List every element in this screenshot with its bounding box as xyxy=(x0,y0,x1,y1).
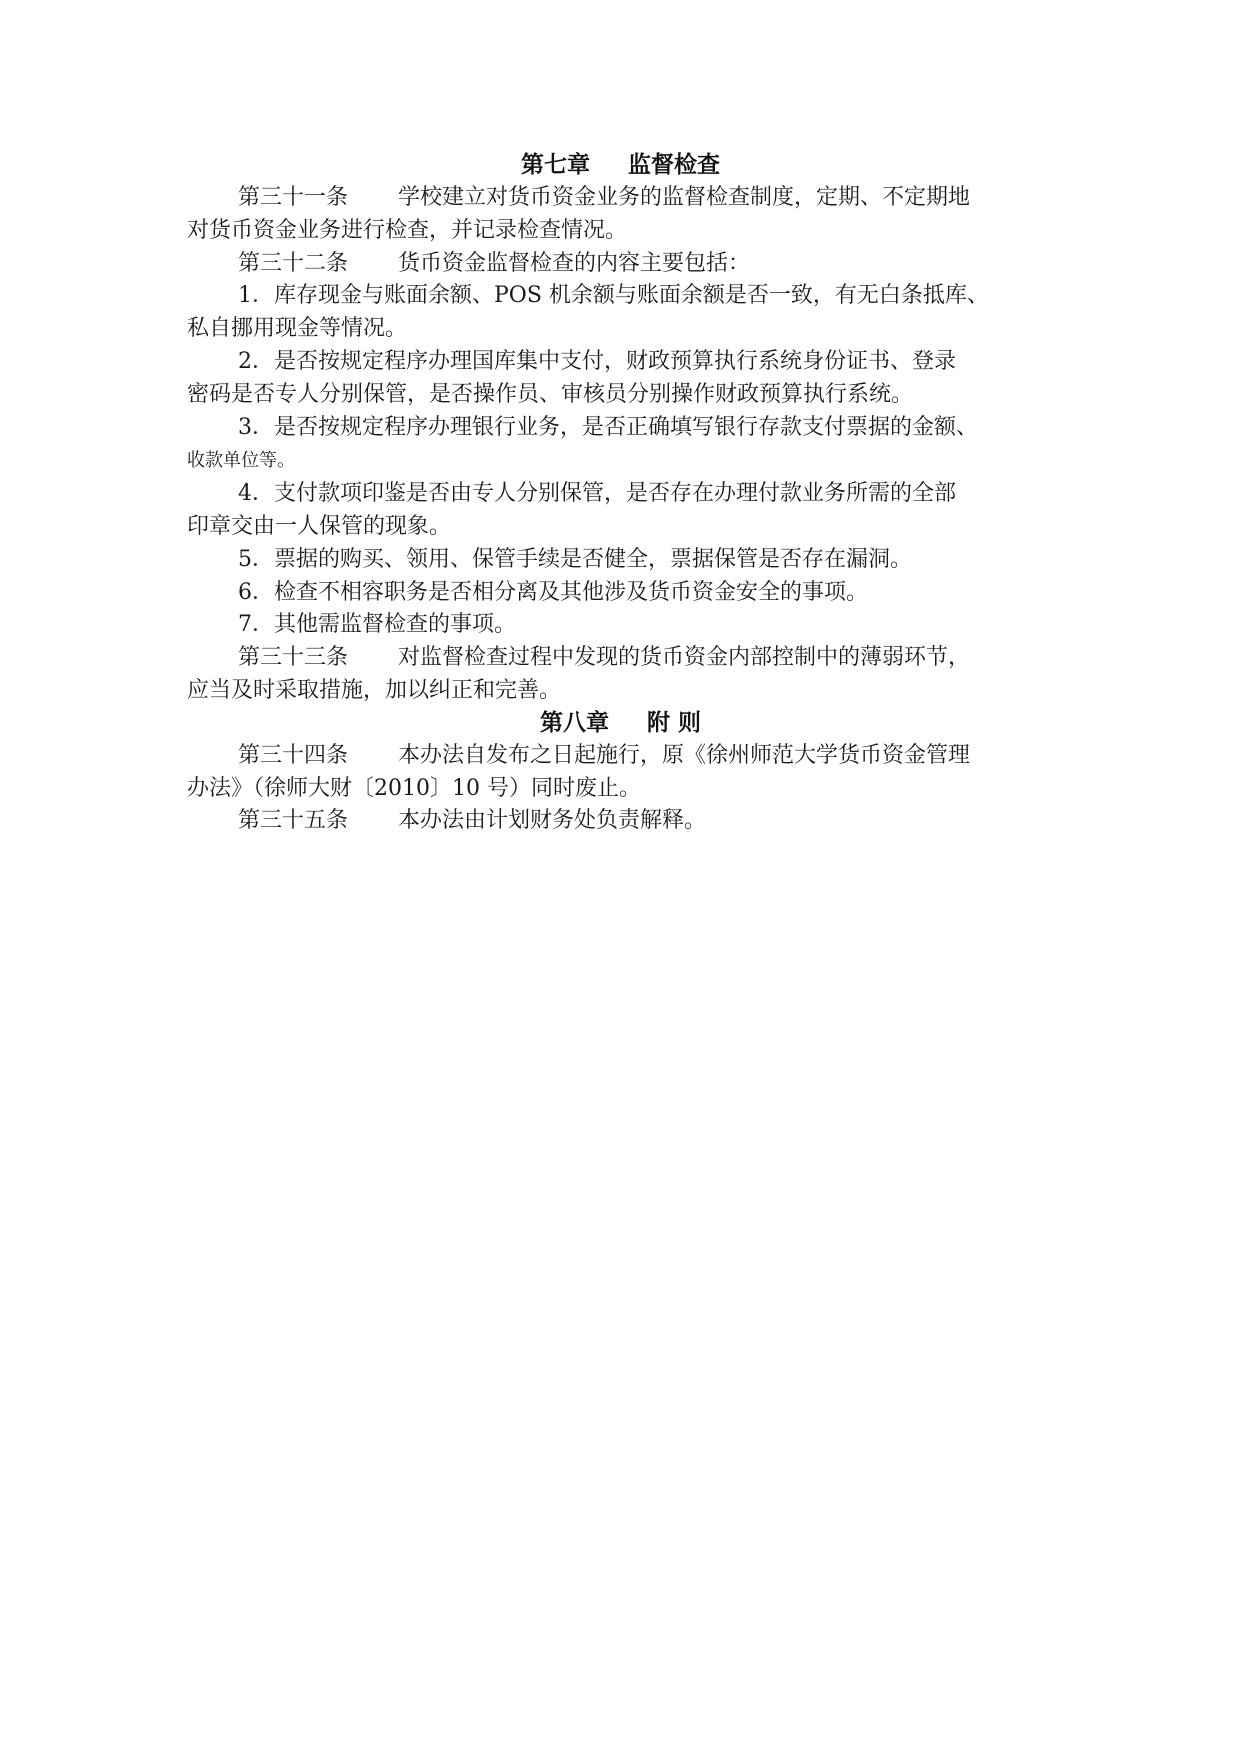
article-33-text-1: 对监督检查过程中发现的货币资金内部控制中的薄弱环节， xyxy=(398,645,971,670)
article-34-text-1: 本办法自发布之日起施行，原《徐州师范大学货币资金管理 xyxy=(398,743,971,768)
item-3-line-2: 收款单位等。 xyxy=(187,450,295,471)
item-5: 5．票据的购买、领用、保管手续是否健全，票据保管是否存在漏洞。 xyxy=(238,547,912,572)
article-34-line-1 xyxy=(238,741,970,771)
chapter-7-title: 监督检查 xyxy=(628,152,720,178)
article-35-text-1: 本办法由计划财务处负责解释。 xyxy=(398,808,707,833)
chapter-7-heading xyxy=(0,150,1241,180)
item-4-line-1: 4．支付款项印鉴是否由专人分别保管，是否存在办理付款业务所需的全部 xyxy=(238,481,956,506)
article-31-line-2: 对货币资金业务进行检查，并记录检查情况。 xyxy=(187,218,628,243)
article-35-label: 第三十五条 xyxy=(238,808,349,833)
item-7: 7．其他需监督检查的事项。 xyxy=(238,612,516,637)
chapter-8-title: 附 则 xyxy=(646,710,701,736)
item-1-line-1: 1．库存现金与账面余额、POS 机余额与账面余额是否一致，有无白条抵库、 xyxy=(238,283,989,308)
article-34-line-2: 办法》（徐师大财〔2010〕10 号）同时废止。 xyxy=(187,776,641,801)
item-4-line-2: 印章交由一人保管的现象。 xyxy=(187,514,452,539)
article-32-label: 第三十二条 xyxy=(238,251,349,276)
article-31-label: 第三十一条 xyxy=(238,185,349,210)
item-1-line-2: 私自挪用现金等情况。 xyxy=(187,316,408,341)
chapter-7-number: 第七章 xyxy=(521,152,590,178)
chapter-8-number: 第八章 xyxy=(539,710,609,736)
article-33-line-1 xyxy=(238,643,970,673)
article-31-line-1 xyxy=(238,183,970,213)
item-3-line-1: 3．是否按规定程序办理银行业务，是否正确填写银行存款支付票据的金额、 xyxy=(238,415,978,440)
article-33-line-2: 应当及时采取措施，加以纠正和完善。 xyxy=(187,678,562,703)
item-2-line-2: 密码是否专人分别保管，是否操作员、审核员分别操作财政预算执行系统。 xyxy=(187,382,914,407)
article-32-text-1: 货币资金监督检查的内容主要包括： xyxy=(398,251,751,276)
chapter-8-heading xyxy=(0,708,1241,738)
article-34-label: 第三十四条 xyxy=(238,743,349,768)
article-35-line-1 xyxy=(238,806,706,836)
item-6: 6．检查不相容职务是否相分离及其他涉及货币资金安全的事项。 xyxy=(238,580,868,605)
article-33-label: 第三十三条 xyxy=(238,645,349,670)
article-32-line-1 xyxy=(238,249,750,279)
item-2-line-1: 2．是否按规定程序办理国库集中支付，财政预算执行系统身份证书、登录 xyxy=(238,349,956,374)
article-31-text-1: 学校建立对货币资金业务的监督检查制度，定期、不定期地 xyxy=(398,185,971,210)
